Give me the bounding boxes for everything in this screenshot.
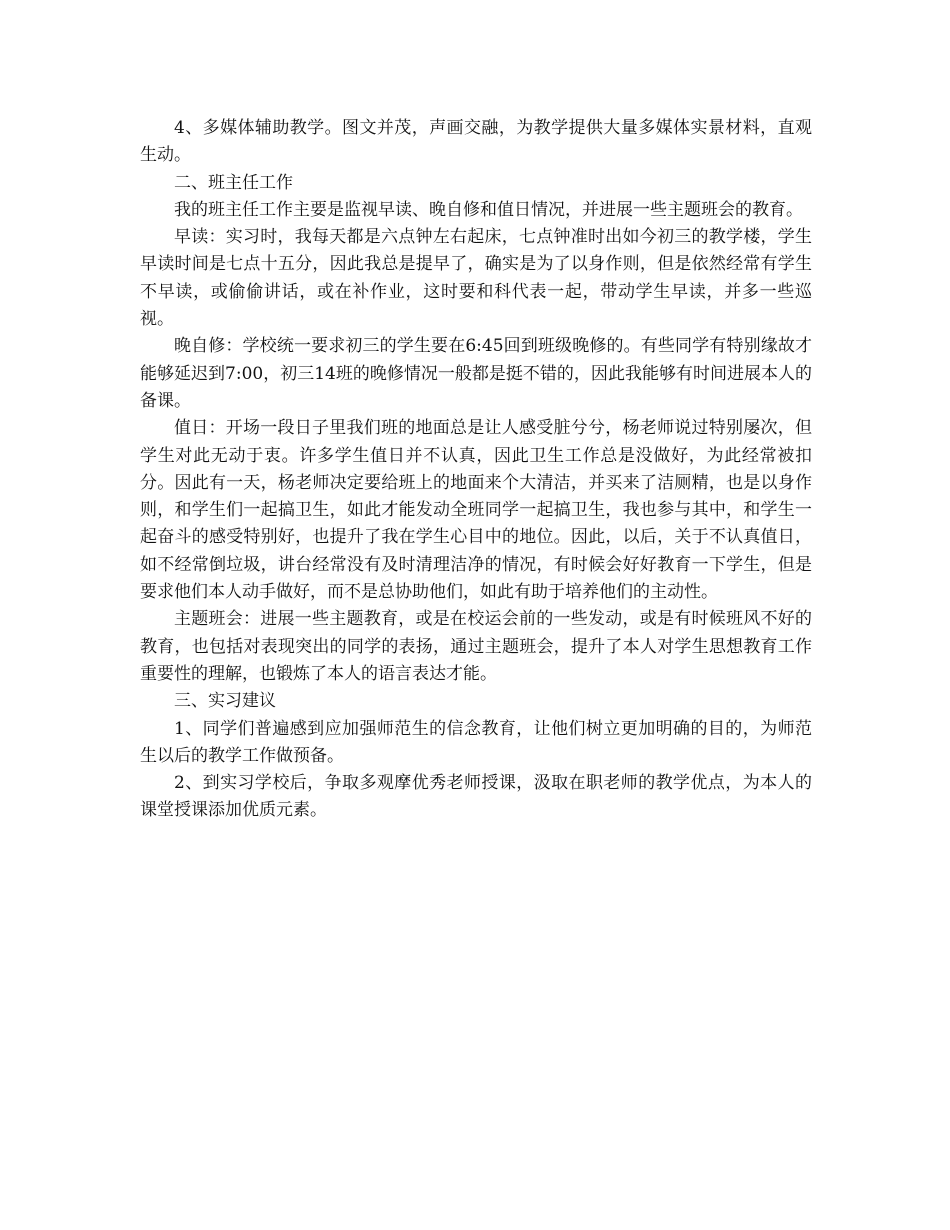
heading-internship-suggestions: 三、实习建议 [174,691,276,712]
document-body [140,115,812,825]
paragraph-suggestion-1: 1、同学们普遍感到应加强师范生的信念教育，让他们树立更加明确的目的，为师范生以后的教学工作做预备。 [140,718,812,766]
paragraph-duty: 值日：开场一段日子里我们班的地面总是让人感受脏兮兮，杨老师说过特别屡次，但学生对此无动于衷。许多学生值日并不认真，因此卫生工作总是没做好，为此经常被扣分。因此有一天，杨老师决定要给班上的地面来个大清洁，并买来了洁厕精，也是以身作则，和学生们一起搞卫生，如此才能发动全班同学一起搞卫生，我也参与其中，和学生一起奋斗的感受特别好，也提升了我在学生心目中的地位。因此，以后，关于不认真值日，如不经常倒垃圾，讲台经常没有及时清理洁净的情况，有时候会好好教育一下学生，但是要求他们本人动手做好，而不是总协助他们，如此有助于培养他们的主动性。 [140,418,812,603]
heading-class-teacher-work: 二、班主任工作 [174,172,293,193]
paragraph-theme-class-meeting: 主题班会：进展一些主题教育，或是在校运会前的一些发动，或是有时候班风不好的教育，也包括对表现突出的同学的表扬，通过主题班会，提升了本人对学生思想教育工作重要性的理解，也锻炼了本人的语言表达才能。 [140,609,812,684]
paragraph-class-teacher-intro: 我的班主任工作主要是监视早读、晚自修和值日情况，并进展一些主题班会的教育。 [174,199,803,220]
paragraph-multimedia-teaching: 4、多媒体辅助教学。图文并茂，声画交融，为教学提供大量多媒体实景材料，直观生动。 [140,118,812,166]
paragraph-evening-study: 晚自修：学校统一要求初三的学生要在6:45回到班级晚修的。有些同学有特别缘故才能够延迟到7:00，初三14班的晚修情况一般都是挺不错的，因此我能够有时间进展本人的备课。 [140,336,812,411]
paragraph-suggestion-2: 2、到实习学校后，争取多观摩优秀老师授课，汲取在职老师的教学优点，为本人的课堂授课添加优质元素。 [140,773,812,821]
paragraph-morning-reading: 早读：实习时，我每天都是六点钟左右起床，七点钟准时出如今初三的教学楼，学生早读时间是七点十五分，因此我总是提早了，确实是为了以身作则，但是依然经常有学生不早读，或偷偷讲话，或在补作业，这时要和科代表一起，带动学生早读，并多一些巡视。 [140,227,812,330]
